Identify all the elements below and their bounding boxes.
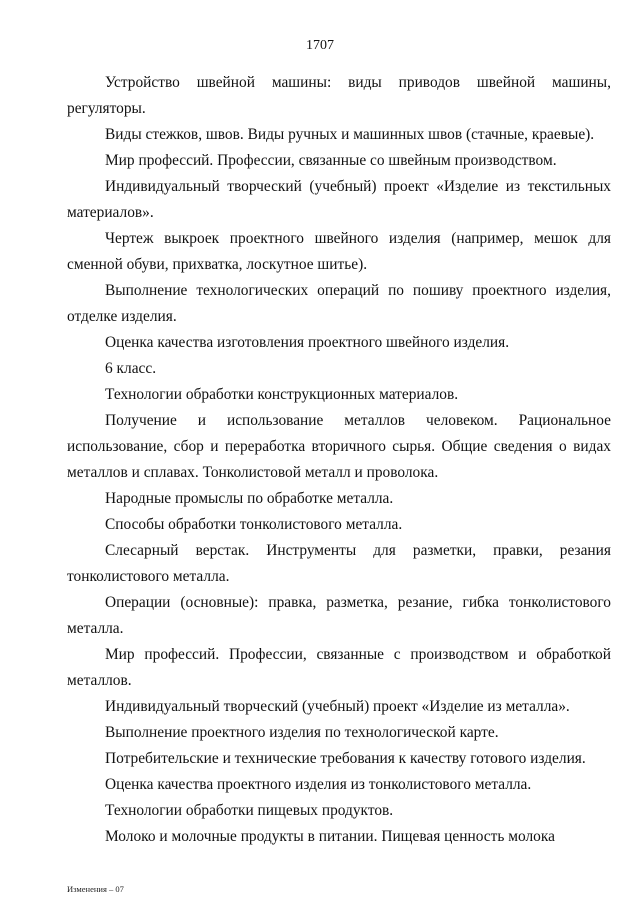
paragraph: 6 класс. (105, 360, 157, 377)
paragraph: Оценка качества проектного изделия из тонколистового металла. (105, 776, 532, 793)
paragraph: Устройство швейной машины: виды приводов швейной машины, регуляторы. (67, 74, 611, 117)
paragraph: Выполнение проектного изделия по технологической карте. (105, 724, 499, 741)
document-body (67, 70, 611, 850)
paragraph: Индивидуальный творческий (учебный) проект «Изделие из текстильных материалов». (67, 178, 611, 221)
paragraph: Индивидуальный творческий (учебный) проект «Изделие из металла». (105, 698, 570, 715)
paragraph: Слесарный верстак. Инструменты для разметки, правки, резания тонколистового металла. (67, 542, 611, 585)
paragraph: Выполнение технологических операций по пошиву проектного изделия, отделке изделия. (67, 282, 611, 325)
paragraph: Мир профессий. Профессии, связанные со швейным производством. (105, 152, 557, 169)
paragraph: Молоко и молочные продукты в питании. Пищевая ценность молока (105, 828, 555, 845)
paragraph: Мир профессий. Профессии, связанные с производством и обработкой металлов. (67, 646, 611, 689)
paragraph: Виды стежков, швов. Виды ручных и машинных швов (стачные, краевые). (105, 126, 595, 143)
paragraph: Технологии обработки пищевых продуктов. (105, 802, 394, 819)
paragraph: Потребительские и технические требования к качеству готового изделия. (105, 750, 586, 767)
footer-note: Изменения – 07 (67, 884, 124, 894)
paragraph: Способы обработки тонколистового металла. (105, 516, 403, 533)
paragraph: Операции (основные): правка, разметка, резание, гибка тонколистового металла. (67, 594, 611, 637)
paragraph: Чертеж выкроек проектного швейного изделия (например, мешок для сменной обуви, прихватка, лоскутное шитье). (67, 230, 611, 273)
paragraph: Получение и использование металлов человеком. Рациональное использование, сбор и переработка вторичного сырья. Общие сведения о видах металлов и сплавах. Тонколистовой металл и проволока. (67, 412, 611, 481)
paragraph: Оценка качества изготовления проектного швейного изделия. (105, 334, 510, 351)
paragraph: Народные промыслы по обработке металла. (105, 490, 394, 507)
paragraph: Технологии обработки конструкционных материалов. (105, 386, 459, 403)
page-number: 1707 (306, 38, 334, 53)
